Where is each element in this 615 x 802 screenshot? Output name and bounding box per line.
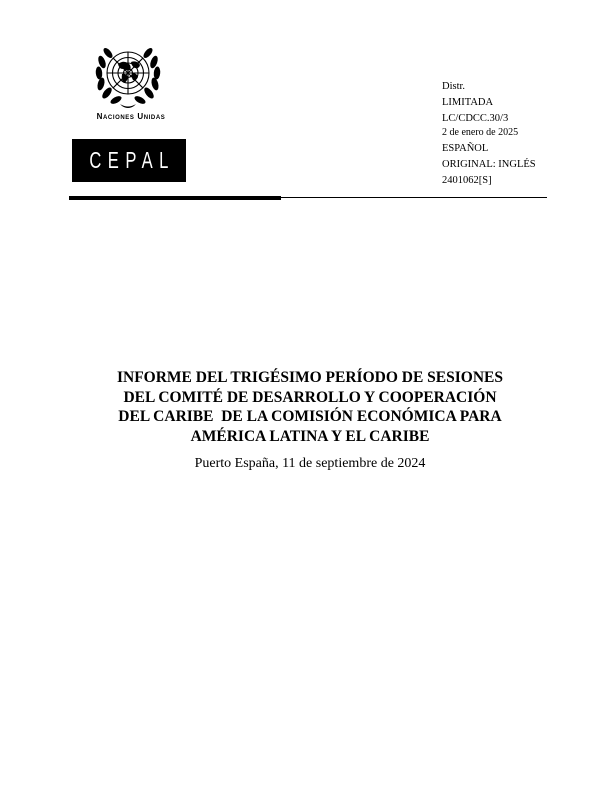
place-date: Puerto España, 11 de septiembre de 2024 — [194, 456, 426, 471]
distribution: LIMITADA — [442, 97, 494, 109]
cepal-logo — [72, 139, 186, 182]
title-line: INFORME DEL TRIGÉSIMO PERÍODO DE SESIONES — [116, 369, 503, 386]
title-line: AMÉRICA LATINA Y EL CARIBE — [190, 427, 430, 445]
document-title — [60, 368, 560, 446]
title-line: DEL CARIBE DE LA COMISIÓN ECONÓMICA PARA — [118, 408, 502, 425]
document-symbol: LC/CDCC.30/3 — [442, 113, 509, 125]
document-code: 2401062[S] — [442, 175, 492, 187]
document-metadata — [442, 79, 536, 189]
distribution-label: Distr. — [442, 81, 466, 92]
header-rule-thick — [69, 196, 281, 200]
header-rule-thin — [281, 197, 547, 198]
un-emblem-icon — [92, 40, 164, 110]
title-line: DEL COMITÉ DE DESARROLLO Y COOPERACIÓN — [123, 388, 497, 406]
original-language: ORIGINAL: INGLÉS — [442, 159, 536, 171]
document-language: ESPAÑOL — [442, 142, 489, 154]
cepal-logo-text: CEPAL — [89, 147, 175, 173]
document-date: 2 de enero de 2025 — [442, 126, 519, 138]
organization-name: Naciones Unidas — [96, 112, 166, 121]
